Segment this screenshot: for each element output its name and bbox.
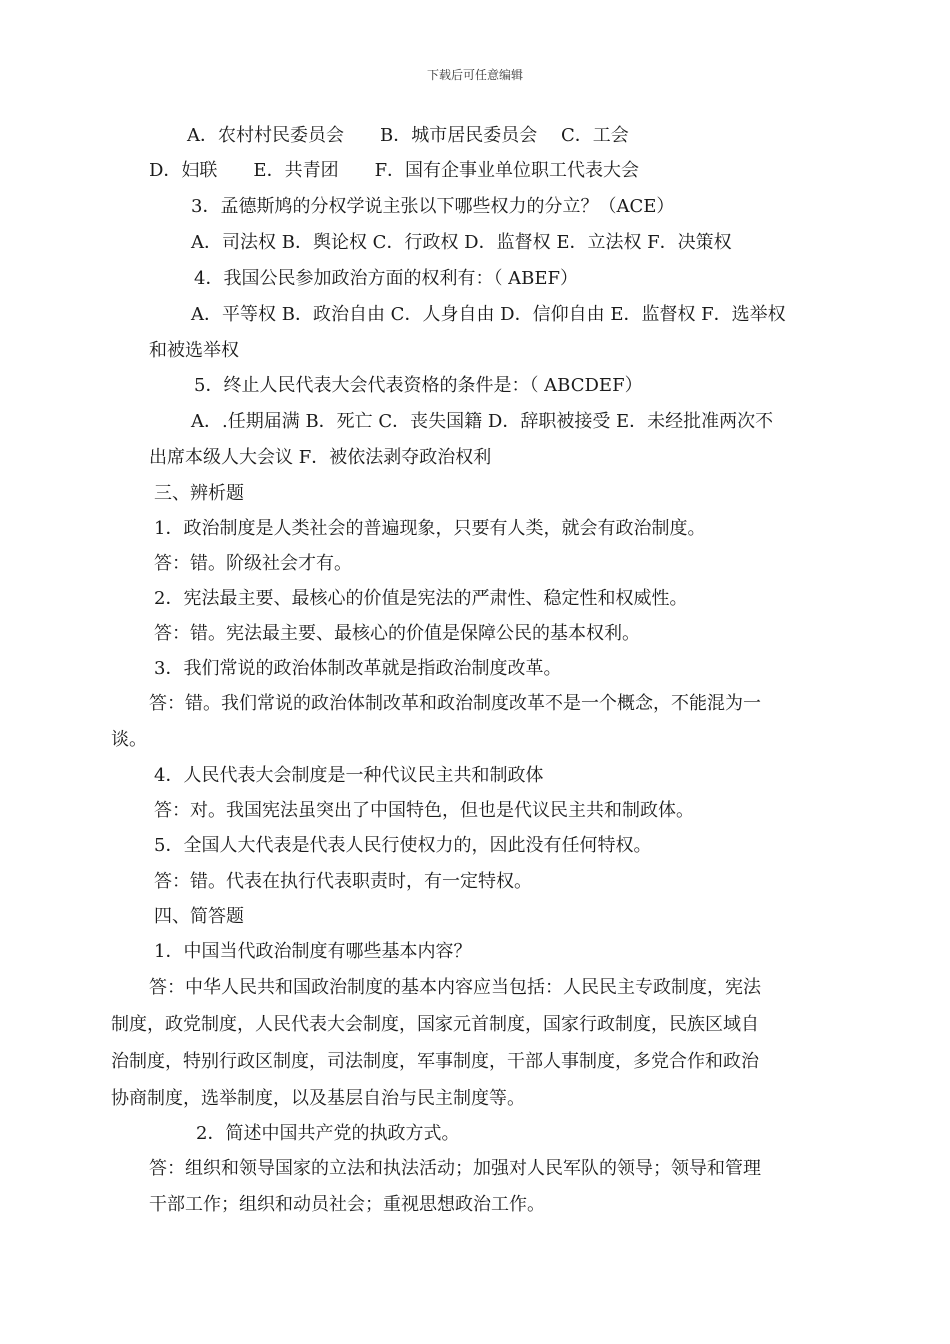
section-heading: 四、简答题 xyxy=(154,906,244,927)
text-line: 答：错。我们常说的政治体制改革和政治制度改革不是一个概念，不能混为一 xyxy=(149,693,761,714)
text-line: A．.任期届满 B．死亡 C．丧失国籍 D．辞职被接受 E．未经批准两次不 xyxy=(191,411,774,432)
text-line: 5．终止人民代表大会代表资格的条件是：（ ABCDEF） xyxy=(194,375,643,396)
text-line: 出席本级人大会议 F．被依法剥夺政治权利 xyxy=(149,447,492,468)
page-header: 下载后可任意编辑 xyxy=(426,68,523,82)
section-heading: 三、辨析题 xyxy=(154,483,244,504)
text-line: 答：组织和领导国家的立法和执法活动；加强对人民军队的领导；领导和管理 xyxy=(149,1158,761,1179)
text-line: A．司法权 B．舆论权 C．行政权 D．监督权 E．立法权 F．决策权 xyxy=(191,232,732,253)
text-line: 和被选举权 xyxy=(149,340,239,361)
text-line: 4．我国公民参加政治方面的权利有：（ ABEF） xyxy=(194,268,579,289)
text-line: 5．全国人大代表是代表人民行使权力的，因此没有任何特权。 xyxy=(154,835,652,856)
text-line: 2．简述中国共产党的执政方式。 xyxy=(196,1123,460,1144)
text-line: 答：对。我国宪法虽突出了中国特色，但也是代议民主共和制政体。 xyxy=(154,800,694,821)
text-line: 2．宪法最主要、最核心的价值是宪法的严肃性、稳定性和权威性。 xyxy=(154,588,688,609)
text-line: A．农村村民委员会 B．城市居民委员会 C．工会 xyxy=(187,125,629,146)
text-line: 3．孟德斯鸠的分权学说主张以下哪些权力的分立？（ACE） xyxy=(191,196,675,217)
text-line: 协商制度，选举制度，以及基层自治与民主制度等。 xyxy=(111,1088,525,1109)
text-line: 1．政治制度是人类社会的普遍现象，只要有人类，就会有政治制度。 xyxy=(154,518,706,539)
text-line: 答：错。阶级社会才有。 xyxy=(154,553,352,574)
text-line: 答：错。宪法最主要、最核心的价值是保障公民的基本权利。 xyxy=(154,623,640,644)
text-line: D．妇联 E．共青团 F．国有企事业单位职工代表大会 xyxy=(149,160,640,181)
text-line: 答：错。代表在执行代表职责时，有一定特权。 xyxy=(154,871,532,892)
text-line: 4．人民代表大会制度是一种代议民主共和制政体 xyxy=(154,765,544,786)
text-line: 答：中华人民共和国政治制度的基本内容应当包括：人民民主专政制度，宪法 xyxy=(149,977,761,998)
text-line: A．平等权 B．政治自由 C．人身自由 D．信仰自由 E．监督权 F．选举权 xyxy=(191,304,786,325)
text-line: 1．中国当代政治制度有哪些基本内容？ xyxy=(154,941,472,962)
text-line: 谈。 xyxy=(111,729,147,750)
text-line: 干部工作；组织和动员社会；重视思想政治工作。 xyxy=(149,1194,545,1215)
text-line: 制度，政党制度，人民代表大会制度，国家元首制度，国家行政制度，民族区域自 xyxy=(111,1014,759,1035)
text-line: 治制度，特别行政区制度，司法制度，军事制度，干部人事制度，多党合作和政治 xyxy=(111,1051,759,1072)
text-line: 3．我们常说的政治体制改革就是指政治制度改革。 xyxy=(154,658,562,679)
